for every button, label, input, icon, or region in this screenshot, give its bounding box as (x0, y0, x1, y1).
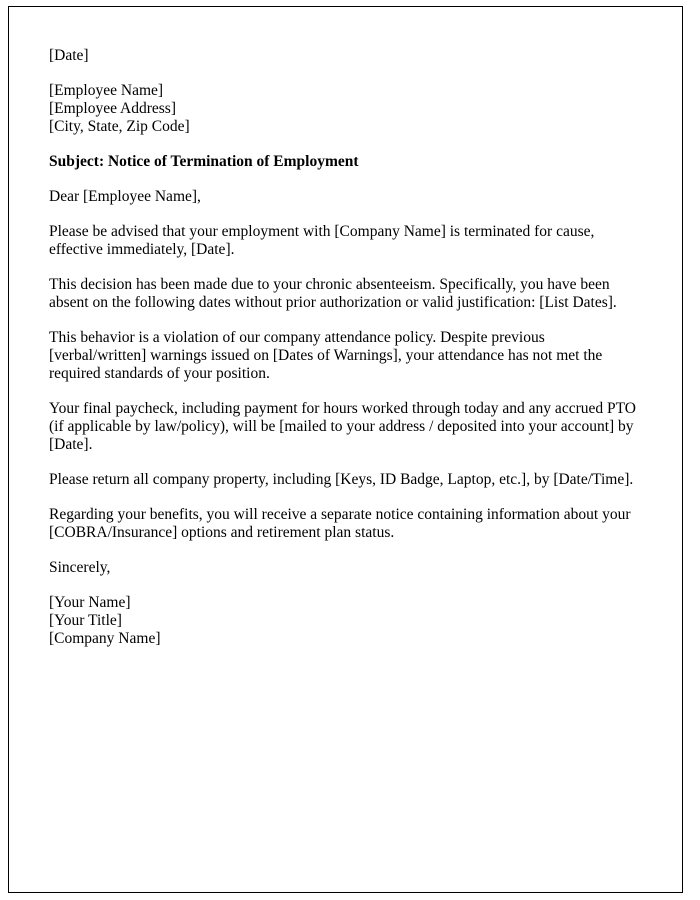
letter-date: [Date] (49, 47, 89, 64)
signature-company: [Company Name] (49, 630, 161, 647)
letter-content (9, 7, 682, 705)
closing: Sincerely, (49, 559, 111, 576)
paragraph-final-paycheck: Your final paycheck, including payment for hours worked through today and any accrued PTO (if applicable by law/policy), will be [mailed to your address / deposited into your account] by [Date]. (49, 400, 636, 453)
paragraph-policy-violation: This behavior is a violation of our company attendance policy. Despite previous [verbal/written] warnings issued on [Dates of Warnings], your attendance has not met the required standards of your position. (49, 329, 603, 382)
recipient-name: [Employee Name] (49, 82, 164, 99)
salutation: Dear [Employee Name], (49, 188, 201, 205)
letter-page (8, 6, 683, 893)
recipient-street: [Employee Address] (49, 100, 176, 117)
recipient-city-state-zip: [City, State, Zip Code] (49, 118, 190, 135)
paragraph-benefits: Regarding your benefits, you will receive a separate notice containing information about your [COBRA/Insurance] options and retirement plan status. (49, 506, 631, 541)
paragraph-return-property: Please return all company property, including [Keys, ID Badge, Laptop, etc.], by [Date/Time]. (49, 471, 634, 488)
paragraph-termination-notice: Please be advised that your employment with [Company Name] is terminated for cause, effective immediately, [Date]. (49, 223, 595, 258)
signature-title: [Your Title] (49, 612, 122, 629)
paragraph-reason-absenteeism: This decision has been made due to your chronic absenteeism. Specifically, you have been absent on the following dates without prior authorization or valid justification: [List Dates]. (49, 276, 617, 311)
recipient-address-block (49, 82, 640, 136)
subject-line: Subject: Notice of Termination of Employment (49, 153, 359, 170)
signature-block (49, 594, 640, 648)
signature-name: [Your Name] (49, 594, 131, 611)
